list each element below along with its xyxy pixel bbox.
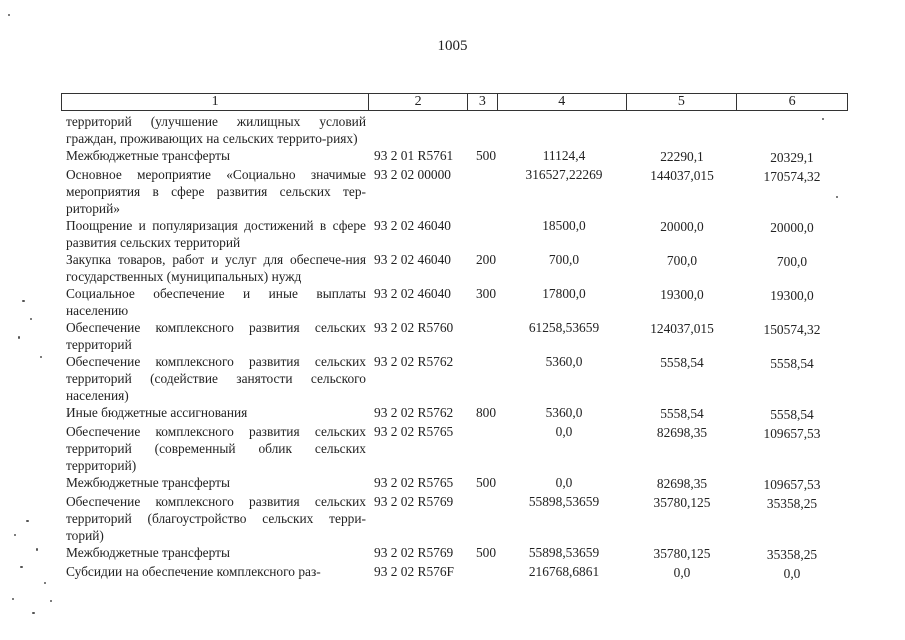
header-col-4: 4 <box>497 94 626 110</box>
row-value-1: 0,0 <box>555 475 573 490</box>
row-value-1: 18500,0 <box>542 218 586 233</box>
header-col-2: 2 <box>368 94 467 110</box>
row-name: Социальное обеспечение и иные выплаты населению <box>66 286 366 318</box>
row-value-3: 109657,53 <box>763 477 821 492</box>
row-value-1: 61258,53659 <box>528 320 600 335</box>
row-type: 200 <box>475 252 497 267</box>
row-code: 93 2 02 R5762 <box>374 405 454 420</box>
row-value-3: 5558,54 <box>770 407 814 422</box>
row-value-3: 35358,25 <box>766 547 818 562</box>
table-row <box>66 544 846 563</box>
row-value-2 <box>626 113 738 114</box>
row-value-1: 55898,53659 <box>528 545 600 560</box>
row-value-2: 35780,125 <box>653 546 711 561</box>
row-value-1: 316527,22269 <box>525 167 603 182</box>
row-value-2: 0,0 <box>673 565 691 580</box>
row-value-3: 700,0 <box>776 254 808 269</box>
row-type: 500 <box>475 545 497 560</box>
row-name: Основное мероприятие «Социально значимые мероприятия в сфере развития сельских тер-риторий» <box>66 167 366 216</box>
row-value-1: 216768,6861 <box>528 564 600 579</box>
row-name: Закупка товаров, работ и услуг для обеспече-ния государственных (муниципальных) нужд <box>66 252 366 284</box>
table-row <box>66 147 846 166</box>
row-code: 93 2 02 R5762 <box>374 354 454 369</box>
table-row <box>66 251 846 285</box>
table-row <box>66 319 846 353</box>
row-name: Поощрение и популяризация достижений в сфере развития сельских территорий <box>66 218 366 250</box>
row-value-2: 35780,125 <box>653 495 711 510</box>
row-code: 93 2 02 R5765 <box>374 424 454 439</box>
row-value-1: 17800,0 <box>542 286 586 301</box>
row-code: 93 2 02 R5760 <box>374 320 454 335</box>
row-value-2: 82698,35 <box>656 425 708 440</box>
row-value-3: 20000,0 <box>770 220 814 235</box>
row-code: 93 2 02 R576F <box>374 564 454 579</box>
row-name: Иные бюджетные ассигнования <box>66 405 248 420</box>
table-body <box>66 113 846 582</box>
row-value-1: 11124,4 <box>542 148 586 163</box>
table-row <box>66 493 846 544</box>
row-code: 93 2 02 R5769 <box>374 494 454 509</box>
row-value-3: 5558,54 <box>770 356 814 371</box>
row-value-3: 20329,1 <box>770 150 814 165</box>
row-value-2: 124037,015 <box>650 321 714 336</box>
row-value-3: 150574,32 <box>763 322 821 337</box>
header-col-1: 1 <box>211 94 219 109</box>
row-value-3: 170574,32 <box>763 169 821 184</box>
header-col-5: 5 <box>626 94 737 110</box>
table-row <box>66 113 846 147</box>
row-value-2: 19300,0 <box>660 287 704 302</box>
table-row <box>66 166 846 217</box>
row-type: 500 <box>475 475 497 490</box>
row-code: 93 2 01 R5761 <box>374 148 454 163</box>
row-name: Межбюджетные трансферты <box>66 148 230 163</box>
row-name: Межбюджетные трансферты <box>66 475 230 490</box>
row-code: 93 2 02 46040 <box>374 218 451 233</box>
row-value-2: 5558,54 <box>660 355 704 370</box>
table-row <box>66 563 846 582</box>
row-value-2: 144037,015 <box>650 168 714 183</box>
table-row <box>66 423 846 474</box>
header-col-6: 6 <box>736 94 847 110</box>
table-header <box>61 93 848 111</box>
row-code: 93 2 02 R5765 <box>374 475 454 490</box>
row-value-1: 0,0 <box>555 424 573 439</box>
row-name: Обеспечение комплексного развития сельских территорий <box>66 320 366 352</box>
row-name: Обеспечение комплексного развития сельских территорий (благоустройство сельских терри-торий) <box>66 494 366 543</box>
row-value-3: 0,0 <box>783 566 801 581</box>
row-code: 93 2 02 46040 <box>374 252 451 267</box>
table-row <box>66 353 846 404</box>
row-value-1: 5360,0 <box>545 405 583 420</box>
row-name: Обеспечение комплексного развития сельских территорий (современный облик сельских территорий) <box>66 424 366 473</box>
row-value-3 <box>738 113 846 115</box>
row-value-3: 109657,53 <box>763 426 821 441</box>
table-row <box>66 285 846 319</box>
row-name: Межбюджетные трансферты <box>66 545 230 560</box>
row-name: Субсидии на обеспечение комплексного раз- <box>66 564 321 579</box>
row-code: 93 2 02 R5769 <box>374 545 454 560</box>
row-value-3: 35358,25 <box>766 496 818 511</box>
row-value-2: 5558,54 <box>660 406 704 421</box>
page-number: 1005 <box>437 38 468 54</box>
row-value-2: 700,0 <box>666 253 698 268</box>
table-row <box>66 404 846 423</box>
row-value-1: 5360,0 <box>545 354 583 369</box>
row-value-2: 20000,0 <box>660 219 704 234</box>
row-code: 93 2 02 46040 <box>374 286 451 301</box>
row-type: 800 <box>475 405 497 420</box>
row-type: 300 <box>475 286 497 301</box>
row-value-1: 55898,53659 <box>528 494 600 509</box>
header-col-3: 3 <box>467 94 497 110</box>
row-value-3: 19300,0 <box>770 288 814 303</box>
table-row <box>66 474 846 493</box>
row-value-2: 22290,1 <box>660 149 704 164</box>
row-name: Обеспечение комплексного развития сельских территорий (содействие занятости сельского населения) <box>66 354 366 403</box>
row-code: 93 2 02 00000 <box>374 167 451 182</box>
row-value-2: 82698,35 <box>656 476 708 491</box>
row-value-1: 700,0 <box>548 252 580 267</box>
table-row <box>66 217 846 251</box>
row-name: территорий (улучшение жилищных условий граждан, проживающих на сельских террито-рияx) <box>66 114 366 146</box>
row-type: 500 <box>475 148 497 163</box>
